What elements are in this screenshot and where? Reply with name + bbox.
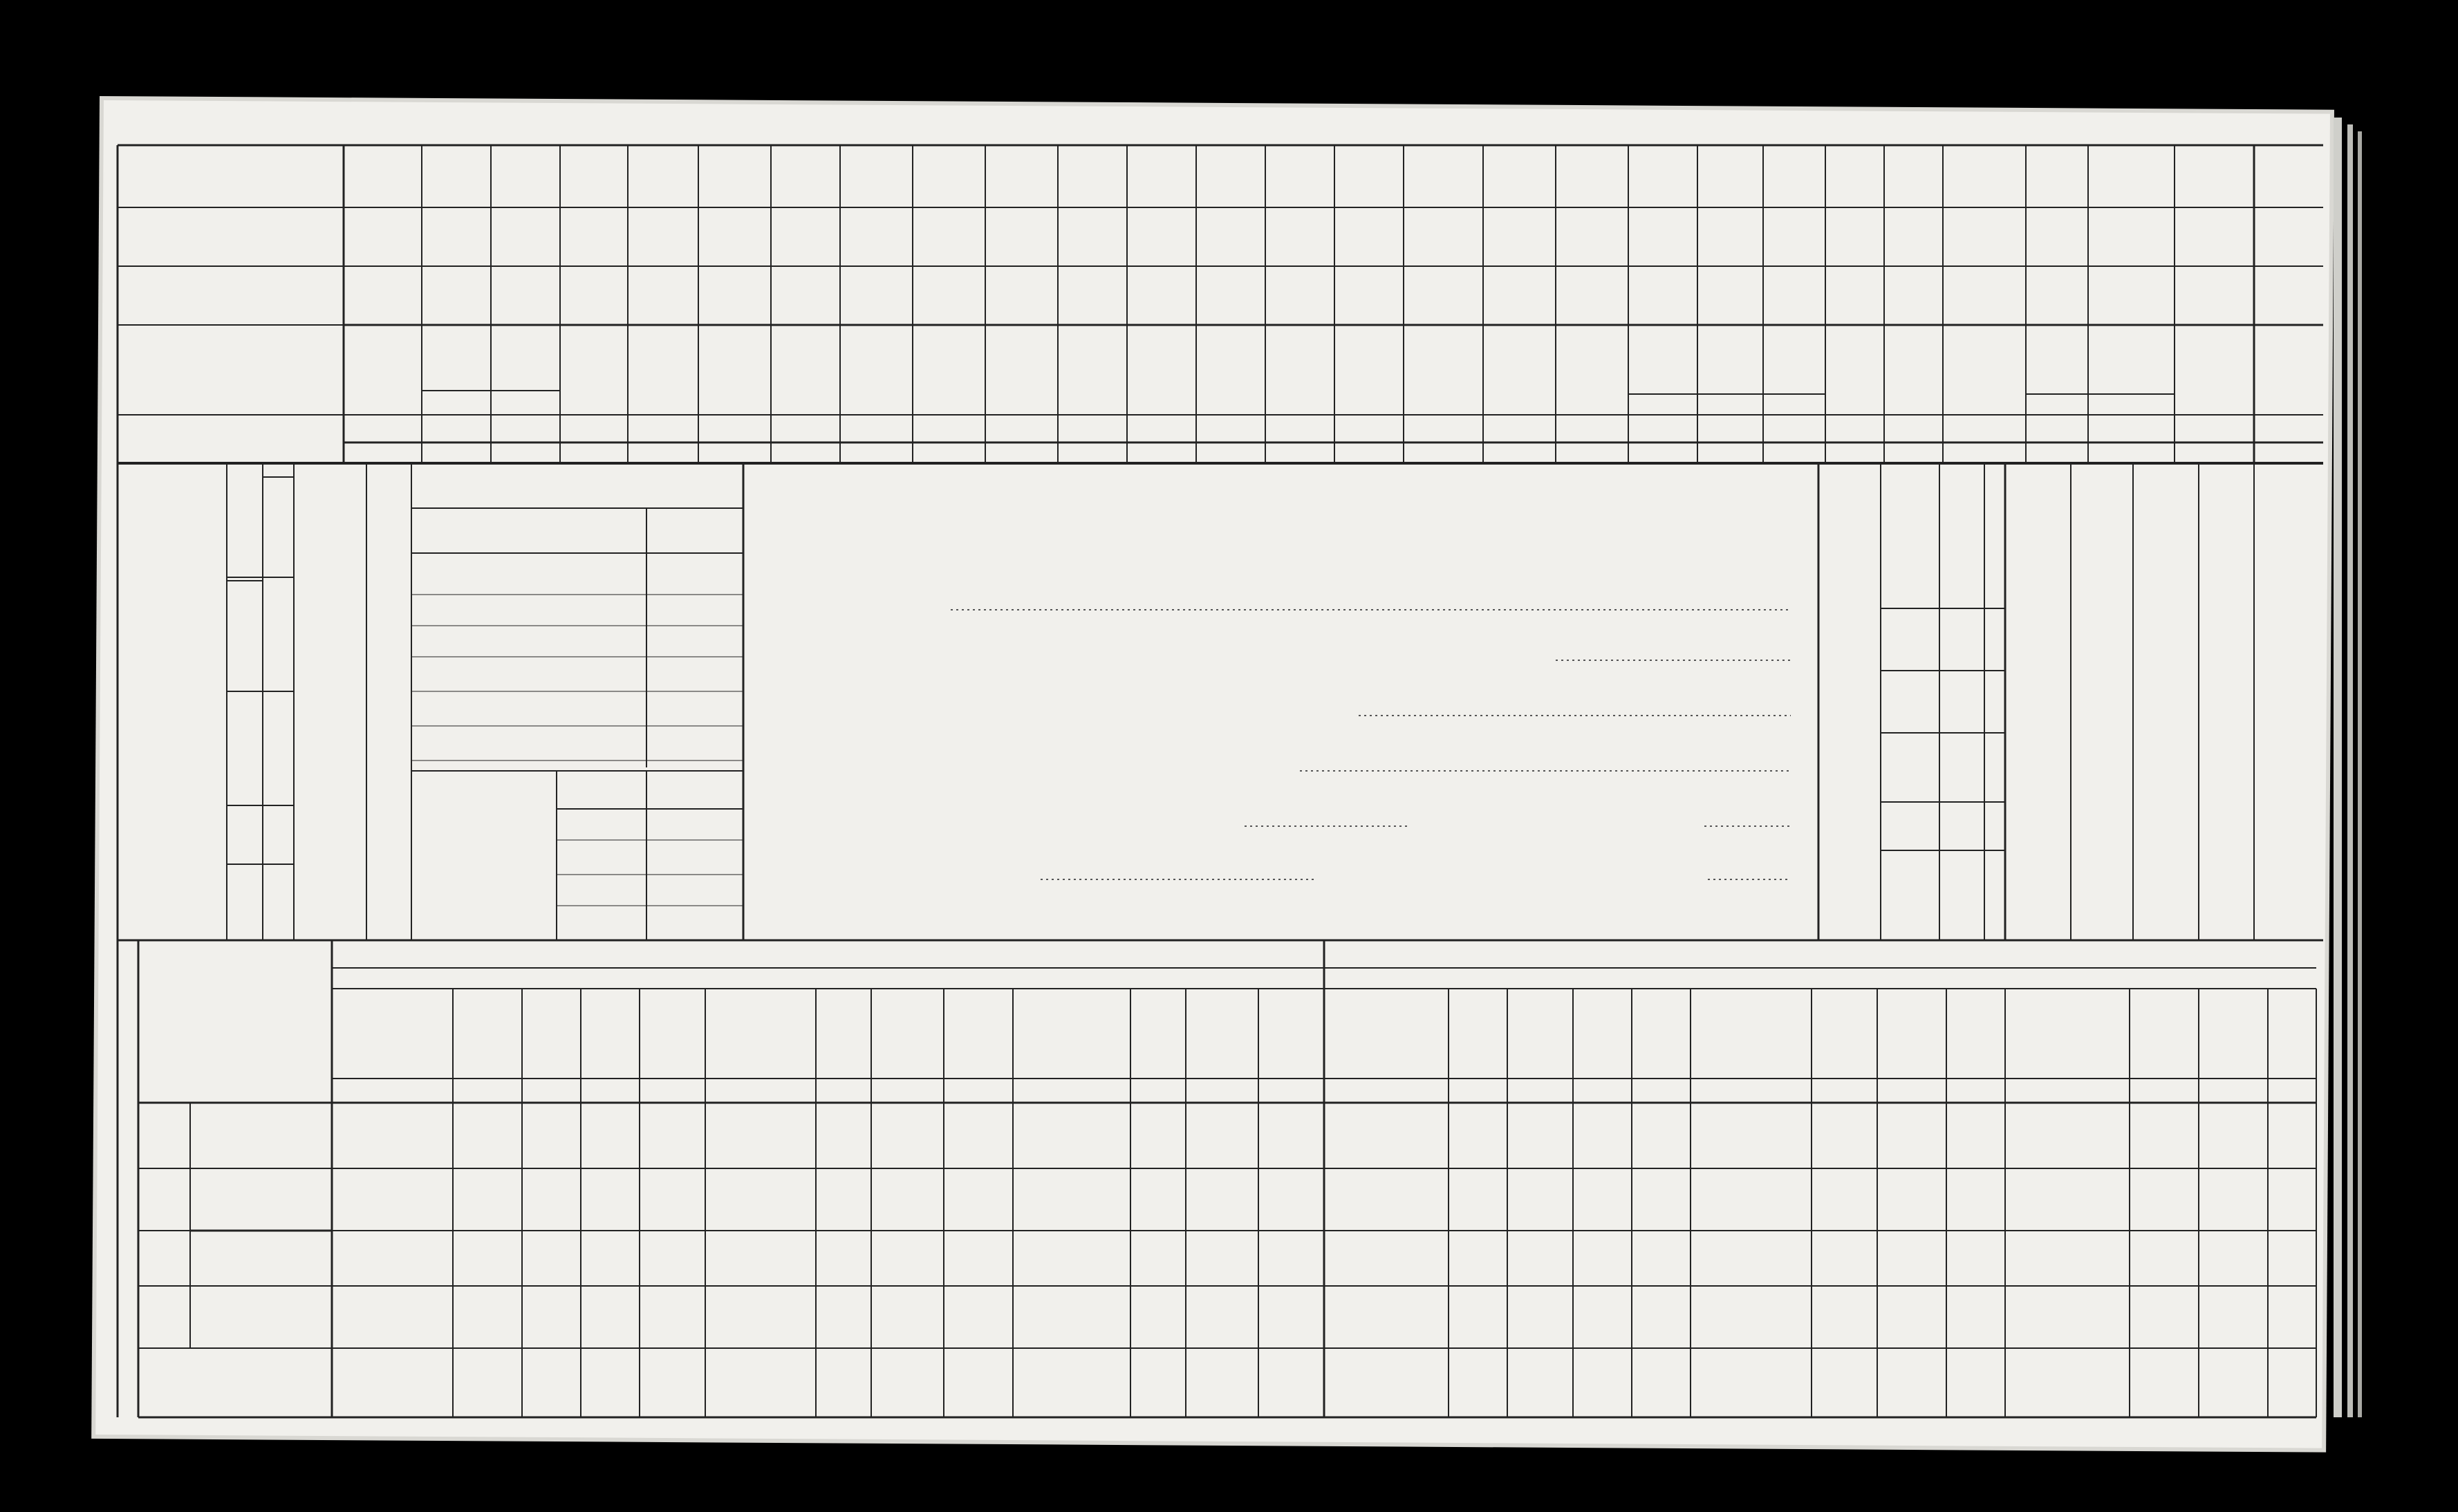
group-non-allotment bbox=[142, 1238, 190, 1345]
group-allotment bbox=[142, 1113, 190, 1227]
